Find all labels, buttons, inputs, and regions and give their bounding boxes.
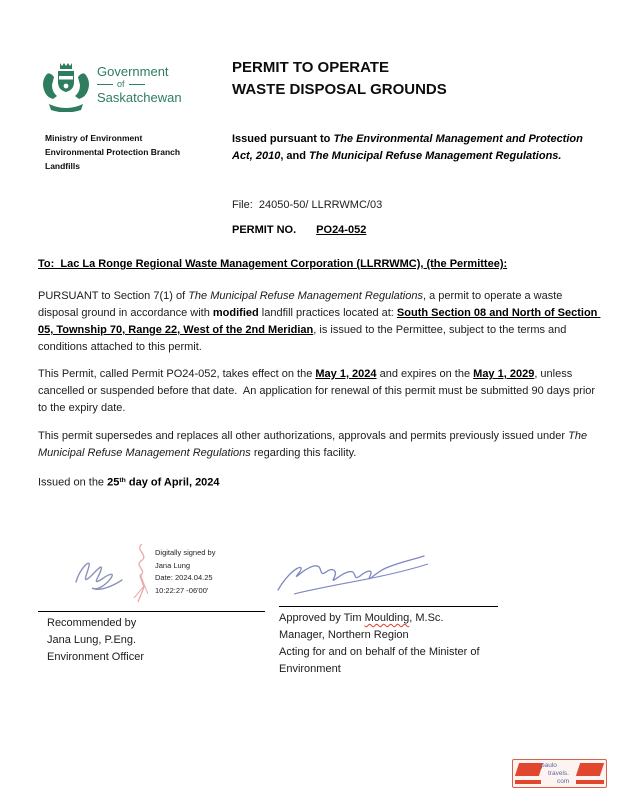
approver-signature-scribble [272,552,452,606]
permit-number-label: PERMIT NO. [232,224,297,236]
permit-number-value: PO24-052 [316,224,367,236]
document-title [232,57,447,101]
document-title-line1: PERMIT TO OPERATE [232,59,389,76]
logo-line-saskatchewan: Saskatchewan [97,90,182,105]
logo-line-of: of [97,79,182,90]
recommender-signature-line [38,611,265,612]
approved-by-block [279,610,515,678]
logo-dash-left [97,84,113,85]
digital-note-line: Jana Lung [155,560,191,570]
file-number: File: 24050-50/ LLRRWMC/03 [232,199,383,211]
approver-title: Manager, Northern Region [279,629,409,641]
permit-number-row [232,224,366,236]
digital-signature-note [155,547,215,597]
stamp-left-parallelogram [515,763,543,776]
stamp-left-bar [515,780,541,784]
paragraph-pursuant: PURSUANT to Section 7(1) of The Municipal Refuse Management Regulations, a permit to operate a waste disposal ground in accordance with modified landfill practices located at: South Section 08 and North of Section 05, Township 70, Range 22, West of the 2nd Meridian, is issued to the Permittee, subject to the terms and conditions attached to this permit. [38,290,601,353]
ministry-line: Ministry of Environment [45,133,143,143]
ministry-block [45,131,180,173]
digital-note-line: Date: 2024.04.25 [155,573,213,582]
government-logo [40,62,182,112]
recommender-title: Environment Officer [47,651,145,663]
paragraph-supersedes: This permit supersedes and replaces all other authorizations, approvals and permits previously issued under The Municipal Refuse Management Regulations regarding this facility. [38,430,591,459]
issued-on-line: Issued on the 25th day of April, 2024 [38,476,220,489]
saskatchewan-coat-of-arms-icon [40,62,92,112]
digital-note-line: Digitally signed by [155,548,216,557]
logo-dash-right [129,84,145,85]
government-logo-text [97,62,182,105]
logo-line-government: Government [97,64,169,79]
recommended-by-line: Recommended by [47,617,137,629]
digital-note-line: 10:22:27 -06'00' [155,585,209,595]
digital-signature-ribbon-icon [130,542,154,604]
issued-pursuant-statement: Issued pursuant to The Environmental Management and Protection Act, 2010, and The Municipal Refuse Management Regulations. [232,133,583,162]
recommender-signature-scribble [68,550,138,595]
approver-name-line: Approved by Tim Moulding, M.Sc. [279,612,444,624]
ministry-line: Environmental Protection Branch [45,147,181,157]
recommender-name: Jana Lung, P.Eng. [47,634,137,646]
ministry-line: Landfills [45,161,80,171]
approver-signature-line [279,606,498,607]
document-title-line2: WASTE DISPOSAL GROUNDS [232,81,447,98]
recommended-by-block [47,615,144,666]
stamp-text: paulo travels. com [541,762,570,785]
approver-authority: Acting for and on behalf of the Minister of Environment [279,646,480,675]
permittee-line: To: Lac La Ronge Regional Waste Management Corporation (LLRRWMC), (the Permittee): [38,258,508,270]
paulo-travels-watermark [512,759,607,788]
paragraph-effective-dates: This Permit, called Permit PO24-052, takes effect on the May 1, 2024 and expires on the May 1, 2029, unless cancelled or suspended before that date. An application for renewal of this permit must be submitted 90 days prior to the expiry date. [38,368,599,414]
